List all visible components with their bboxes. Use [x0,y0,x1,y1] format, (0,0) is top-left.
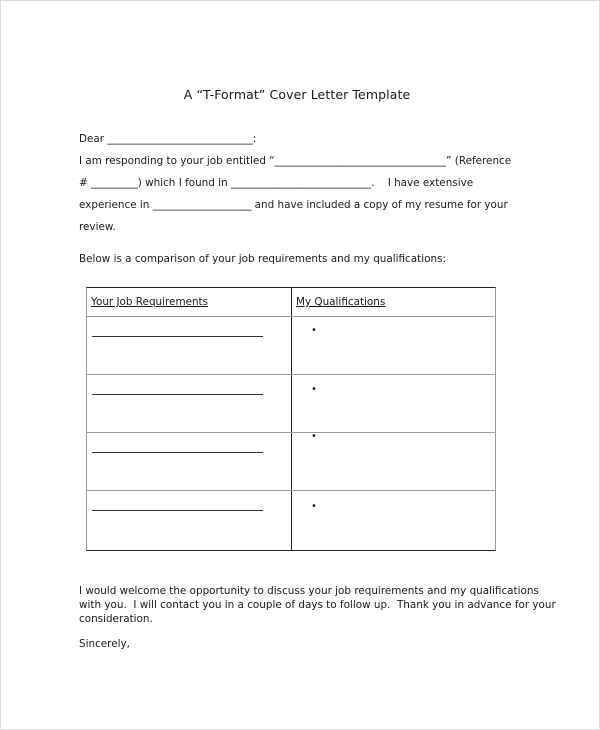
table-row-divider [87,316,495,317]
qualification-bullet-4: • [311,501,317,512]
header-job-requirements: Your Job Requirements [91,296,209,308]
body-line-2: # _________) which I found in ___________________________. I have extensive [79,177,474,189]
closing-line-2: with you. I will contact you in a couple of days to follow up. Thank you in advance for your [79,599,556,611]
requirement-blank-2 [92,394,263,395]
qualification-bullet-3: • [311,431,317,442]
table-divider [291,288,292,550]
header-my-qualifications: My Qualifications [296,296,386,308]
qualification-bullet-1: • [311,325,317,336]
t-format-table [86,287,496,551]
comparison-intro: Below is a comparison of your job requirements and my qualifications: [79,253,446,265]
table-row-divider [87,374,495,375]
requirement-blank-1 [92,336,263,337]
closing-line-3: consideration. [79,613,153,625]
closing-line-1: I would welcome the opportunity to discuss your job requirements and my qualifications [79,585,539,597]
signoff: Sincerely, [79,638,130,650]
table-row-divider [87,490,495,491]
salutation-line: Dear ____________________________: [79,133,257,145]
body-line-4: review. [79,221,116,233]
body-line-1: I am responding to your job entitled “_________________________________” (Reference [79,155,512,167]
table-row-divider [87,432,495,433]
body-line-3: experience in ___________________ and have included a copy of my resume for your [79,199,508,211]
requirement-blank-3 [92,452,263,453]
document-title: A “T-Format” Cover Letter Template [183,87,411,102]
qualification-bullet-2: • [311,384,317,395]
requirement-blank-4 [92,510,263,511]
